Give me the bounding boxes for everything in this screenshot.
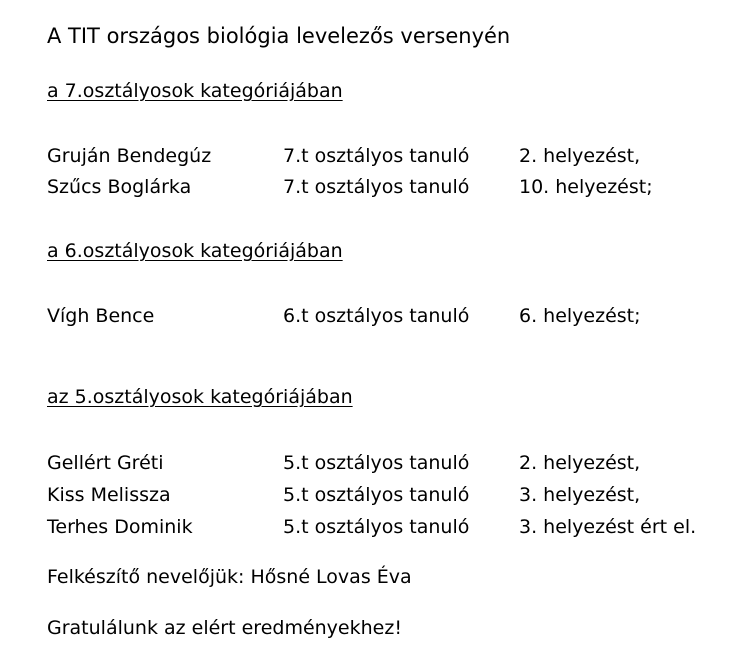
student-name: Szűcs Boglárka [47,176,192,198]
student-placement: 2. helyezést, [519,145,641,167]
student-class: 6.t osztályos tanuló [283,305,470,327]
congratulations-line: Gratulálunk az elért eredményekhez! [47,617,402,639]
result-row [47,176,727,202]
student-placement: 3. helyezést, [519,484,641,506]
result-row [47,305,727,331]
student-placement: 6. helyezést; [519,305,641,327]
student-name: Gellért Gréti [47,452,164,474]
student-name: Kiss Melissza [47,484,171,506]
student-class: 7.t osztályos tanuló [283,176,470,198]
student-placement: 3. helyezést ért el. [519,516,697,538]
result-row [47,452,727,478]
result-row [47,484,727,510]
student-class: 7.t osztályos tanuló [283,145,470,167]
student-placement: 10. helyezést; [519,176,653,198]
result-row [47,145,727,171]
category-heading-6: a 6.osztályosok kategóriájában [47,240,343,262]
student-name: Vígh Bence [47,305,155,327]
student-name: Terhes Dominik [47,516,193,538]
student-class: 5.t osztályos tanuló [283,484,470,506]
page-title: A TIT országos biológia levelezős versenyén [47,24,511,48]
student-name: Gruján Bendegúz [47,145,212,167]
student-class: 5.t osztályos tanuló [283,516,470,538]
student-placement: 2. helyezést, [519,452,641,474]
category-heading-7: a 7.osztályosok kategóriájában [47,80,343,102]
teacher-line: Felkészítő nevelőjük: Hősné Lovas Éva [47,566,412,588]
result-row [47,516,727,542]
category-heading-5: az 5.osztályosok kategóriájában [47,386,353,408]
student-class: 5.t osztályos tanuló [283,452,470,474]
